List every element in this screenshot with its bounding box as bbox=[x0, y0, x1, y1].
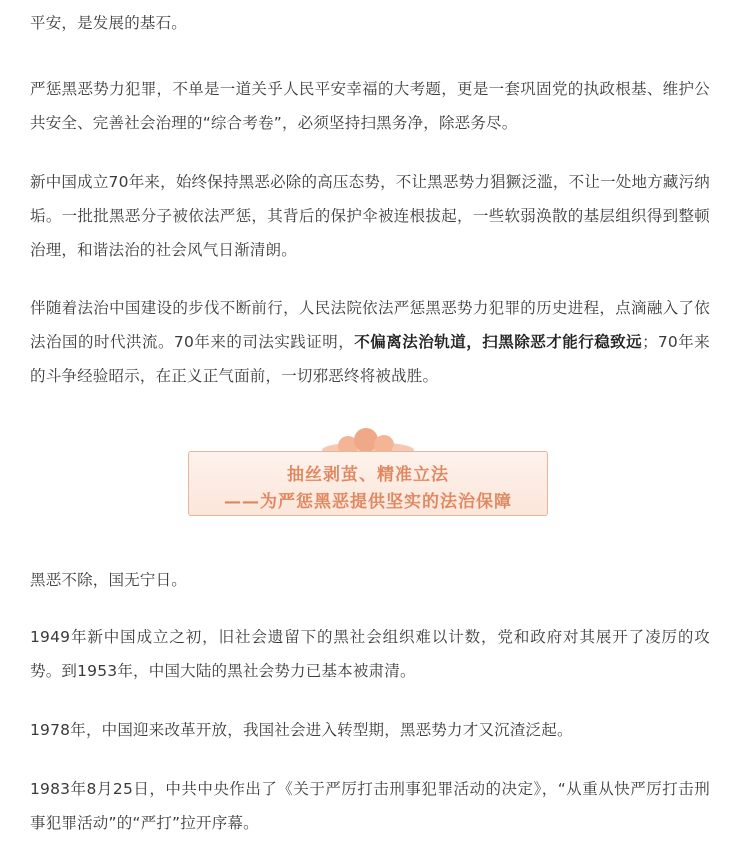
paragraph-intro: 平安，是发展的基石。 bbox=[30, 14, 188, 32]
paragraph-2: 严惩黑恶势力犯罪，不单是一道关乎人民平安幸福的大考题，更是一套巩固党的执政根基、维护公共安全、完善社会治理的“综合考卷”，必须坚持扫黑务净，除恶务尽。 bbox=[30, 80, 710, 132]
paragraph-4-bold: 不偏离法治轨道，扫黑除恶才能行稳致远 bbox=[354, 333, 643, 351]
paragraph-4-text-a: 伴随着法治中国建设的步伐不断前行，人民法院依法严惩黑恶势力犯罪的历史进程，点滴融入了依法治国的时代洪流。70年来的司法实践证明， bbox=[30, 299, 710, 351]
paragraph-5: 黑恶不除，国无宁日。 bbox=[30, 571, 188, 589]
paragraph-3: 新中国成立70年来，始终保持黑恶必除的高压态势，不让黑恶势力猖獗泛滥，不让一处地方藏污纳垢。一批批黑恶分子被依法严惩，其背后的保护伞被连根拔起，一些软弱涣散的基层组织得到整顿治理，和谐法治的社会风气日渐清朗。 bbox=[30, 173, 710, 259]
paragraph-4 bbox=[30, 291, 710, 393]
paragraph-8: 1983年8月25日，中共中央作出了《关于严厉打击刑事犯罪活动的决定》，“从重从快严厉打击刑事犯罪活动”的“严打”拉开序幕。 bbox=[30, 780, 710, 832]
section-banner bbox=[188, 451, 548, 516]
banner-subtitle: ——为严惩黑恶提供坚实的法治保障 bbox=[224, 492, 512, 512]
paragraph-6: 1949年新中国成立之初，旧社会遗留下的黑社会组织难以计数，党和政府对其展开了凌厉的攻势。到1953年，中国大陆的黑社会势力已基本被肃清。 bbox=[30, 628, 710, 680]
paragraph-4-text-b: ；70年来的斗争经验昭示，在正义正气面前，一切邪恶终将被战胜。 bbox=[30, 333, 710, 385]
banner-title: 抽丝剥茧、精准立法 bbox=[287, 465, 449, 485]
paragraph-7: 1978年，中国迎来改革开放，我国社会进入转型期，黑恶势力才又沉渣泛起。 bbox=[30, 721, 573, 739]
